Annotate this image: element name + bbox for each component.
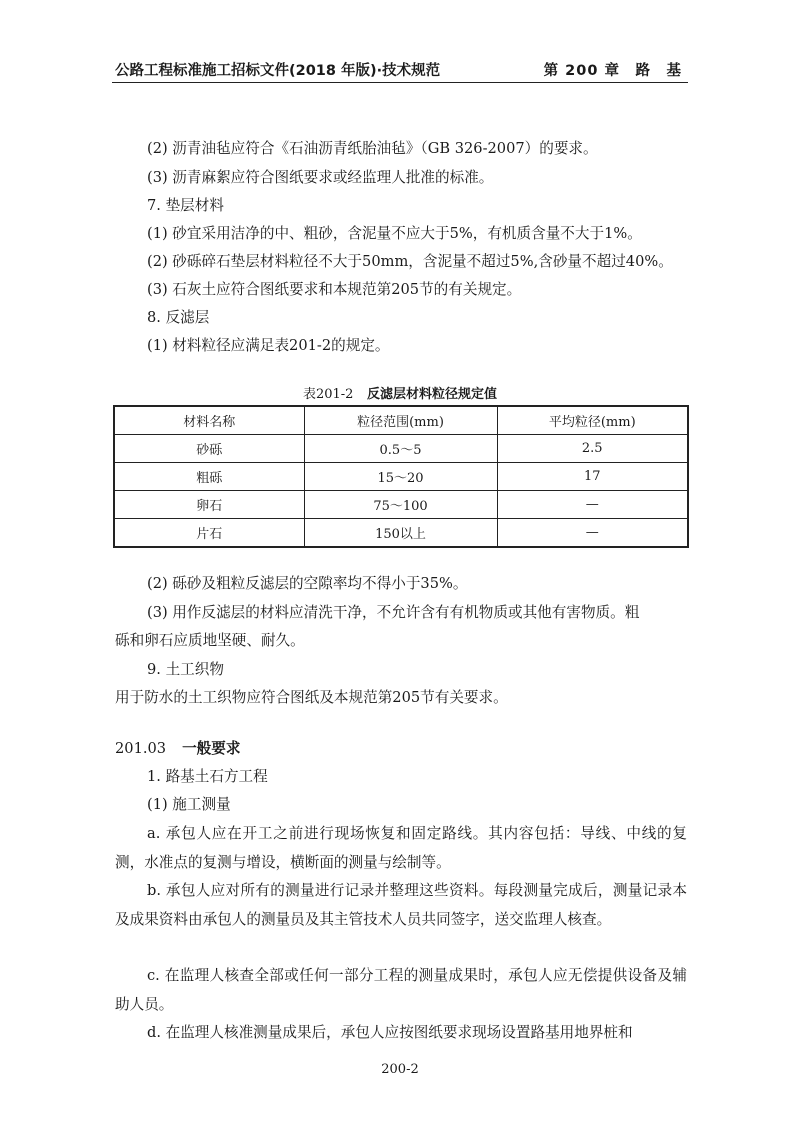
- item-heading: 7. 垫层材料: [147, 197, 224, 214]
- text-line: (3) 沥青麻絮应符合图纸要求或经监理人批准的标准。: [147, 169, 494, 186]
- table-caption-number: 表201-2: [302, 387, 354, 402]
- section-title: 一般要求: [182, 740, 241, 757]
- table-caption: [0, 383, 800, 402]
- text-line: (1) 砂宜采用洁净的中、粗砂，含泥量不应大于5%，有机质含量不大于1%。: [147, 225, 642, 242]
- text-line: 砾和卵石应质地坚硬、耐久。: [115, 632, 305, 649]
- item-heading: (1) 施工测量: [147, 796, 231, 813]
- table-cell: 卵石: [114, 491, 304, 519]
- table-row: [114, 491, 688, 519]
- table-cell: 粗砾: [114, 463, 304, 491]
- column-header: 平均粒径(mm): [497, 406, 688, 435]
- table-cell: 片石: [114, 519, 304, 548]
- column-header: 粒径范围(mm): [304, 406, 497, 435]
- section-number: 201.03: [115, 740, 167, 757]
- section-heading: [115, 739, 240, 759]
- table-row: [114, 463, 688, 491]
- header-document-title: 公路工程标准施工招标文件(2018 年版)·技术规范: [115, 63, 441, 79]
- text-line: (2) 砂砾碎石垫层材料粒径不大于50mm，含泥量不超过5%,含砂量不超过40%。: [147, 253, 673, 270]
- text-line: (2) 沥青油毡应符合《石油沥青纸胎油毡》（GB 326-2007）的要求。: [147, 140, 598, 157]
- text-line: (1) 材料粒径应满足表201-2的规定。: [147, 337, 390, 354]
- particle-size-table: [113, 405, 689, 548]
- table-cell: 砂砾: [114, 435, 304, 463]
- item-heading: 9. 土工织物: [147, 661, 224, 678]
- table-cell: 150以上: [304, 519, 497, 548]
- running-header: [112, 58, 688, 83]
- paragraph-d: d. 在监理人核准测量成果后，承包人应按图纸要求现场设置路基用地界桩和: [147, 1024, 633, 1041]
- paragraph-a: a. 承包人应在开工之前进行现场恢复和固定路线。其内容包括：导线、中线的复测，水准点的复测与增设，横断面的测量与绘制等。: [115, 825, 687, 871]
- table-row: [114, 519, 688, 548]
- column-header: 材料名称: [114, 406, 304, 435]
- paragraph-b: b. 承包人应对所有的测量进行记录并整理这些资料。每段测量完成后，测量记录本及成果资料由承包人的测量员及其主管技术人员共同签字，送交监理人核查。: [115, 882, 687, 928]
- page-number: 200-2: [381, 1062, 419, 1077]
- table-cell: 17: [497, 463, 688, 491]
- table-cell: —: [497, 491, 688, 519]
- paragraph-c: c. 在监理人核查全部或任何一部分工程的测量成果时，承包人应无偿提供设备及辅助人员。: [115, 967, 687, 1013]
- table-caption-title: 反滤层材料粒径规定值: [367, 387, 498, 402]
- table-header-row: [114, 406, 688, 435]
- text-line: 用于防水的土工织物应符合图纸及本规范第205节有关要求。: [115, 689, 508, 706]
- table-cell: 15～20: [304, 463, 497, 491]
- table-cell: 0.5～5: [304, 435, 497, 463]
- table-cell: 2.5: [497, 435, 688, 463]
- item-heading: 8. 反滤层: [147, 309, 210, 326]
- header-chapter: 第 200 章 路 基: [543, 63, 682, 79]
- text-line: (3) 石灰土应符合图纸要求和本规范第205节的有关规定。: [147, 281, 522, 298]
- table-row: [114, 435, 688, 463]
- text-line: (3) 用作反滤层的材料应清洗干净，不允许含有有机物质或其他有害物质。粗: [147, 604, 640, 621]
- item-heading: 1. 路基土石方工程: [147, 768, 268, 785]
- text-line: (2) 砾砂及粗粒反滤层的空隙率均不得小于35%。: [147, 575, 468, 592]
- table-cell: 75～100: [304, 491, 497, 519]
- table-cell: —: [497, 519, 688, 548]
